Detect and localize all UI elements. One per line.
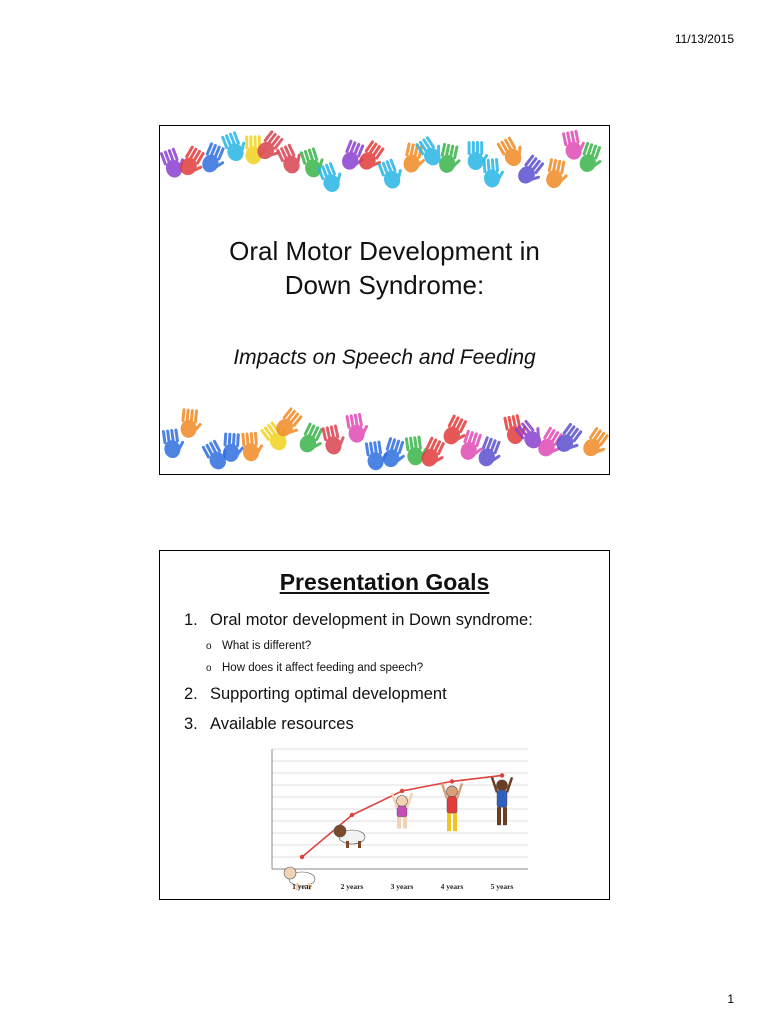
- title-slide: [159, 125, 610, 475]
- goal-text: Supporting optimal development: [210, 685, 447, 703]
- slide-title-line-2: Down Syndrome:: [284, 270, 485, 300]
- goals-title: Presentation Goals: [279, 569, 490, 595]
- handprints-top-image: [160, 126, 609, 196]
- data-point: [450, 779, 454, 783]
- goal-text: Available resources: [210, 715, 354, 733]
- sitting-child-icon: [392, 793, 412, 829]
- handprint-icon: [377, 156, 407, 191]
- data-point: [300, 855, 304, 859]
- standing-child-icon: [442, 783, 462, 831]
- handprint-icon: [180, 408, 204, 439]
- goals-slide: [159, 550, 610, 900]
- goal-number: 3.: [184, 715, 198, 733]
- slide-title-line-1: Oral Motor Development in: [229, 236, 540, 266]
- page-date: 11/13/2015: [674, 32, 734, 46]
- page-number: 1: [727, 992, 734, 1006]
- sub-item-1: [206, 640, 311, 652]
- handprint-icon: [580, 426, 609, 462]
- goal-item-2: [184, 685, 447, 704]
- bullet-icon: o: [206, 663, 212, 674]
- slide-subtitle: Impacts on Speech and Feeding: [233, 346, 536, 369]
- crawling-toddler-icon: [334, 825, 365, 848]
- handprint-icon: [545, 158, 571, 191]
- handprint-icon: [321, 423, 348, 456]
- walking-child-icon: [492, 777, 512, 825]
- handprint-icon: [496, 133, 529, 169]
- bullet-icon: o: [206, 641, 212, 652]
- handprint-icon: [241, 431, 265, 462]
- handprint-icon: [345, 412, 371, 444]
- goal-number: 1.: [184, 611, 198, 629]
- sub-item-text: What is different?: [222, 640, 312, 652]
- data-point: [350, 813, 354, 817]
- handprint-icon: [300, 145, 329, 179]
- sub-item-text: How does it affect feeding and speech?: [222, 662, 424, 674]
- goal-item-1: [184, 611, 533, 630]
- x-tick-label: 5 years: [490, 882, 514, 891]
- x-tick-label: 2 years: [340, 882, 364, 891]
- growth-chart: [260, 741, 540, 899]
- handprint-icon: [476, 436, 506, 471]
- slide-title: [160, 234, 609, 302]
- handprint-icon: [482, 157, 505, 188]
- handprint-icon: [553, 422, 587, 458]
- sub-item-2: [206, 662, 423, 674]
- x-tick-label: 3 years: [390, 882, 414, 891]
- x-tick-label: 1 year: [292, 882, 312, 891]
- handprints-bottom-image: [160, 404, 609, 474]
- data-point: [500, 773, 504, 777]
- x-tick-label: 4 years: [440, 882, 464, 891]
- handprint-icon: [437, 143, 464, 176]
- goal-text: Oral motor development in Down syndrome:: [210, 611, 533, 629]
- goal-item-3: [184, 715, 354, 734]
- goal-number: 2.: [184, 685, 198, 703]
- data-point: [400, 789, 404, 793]
